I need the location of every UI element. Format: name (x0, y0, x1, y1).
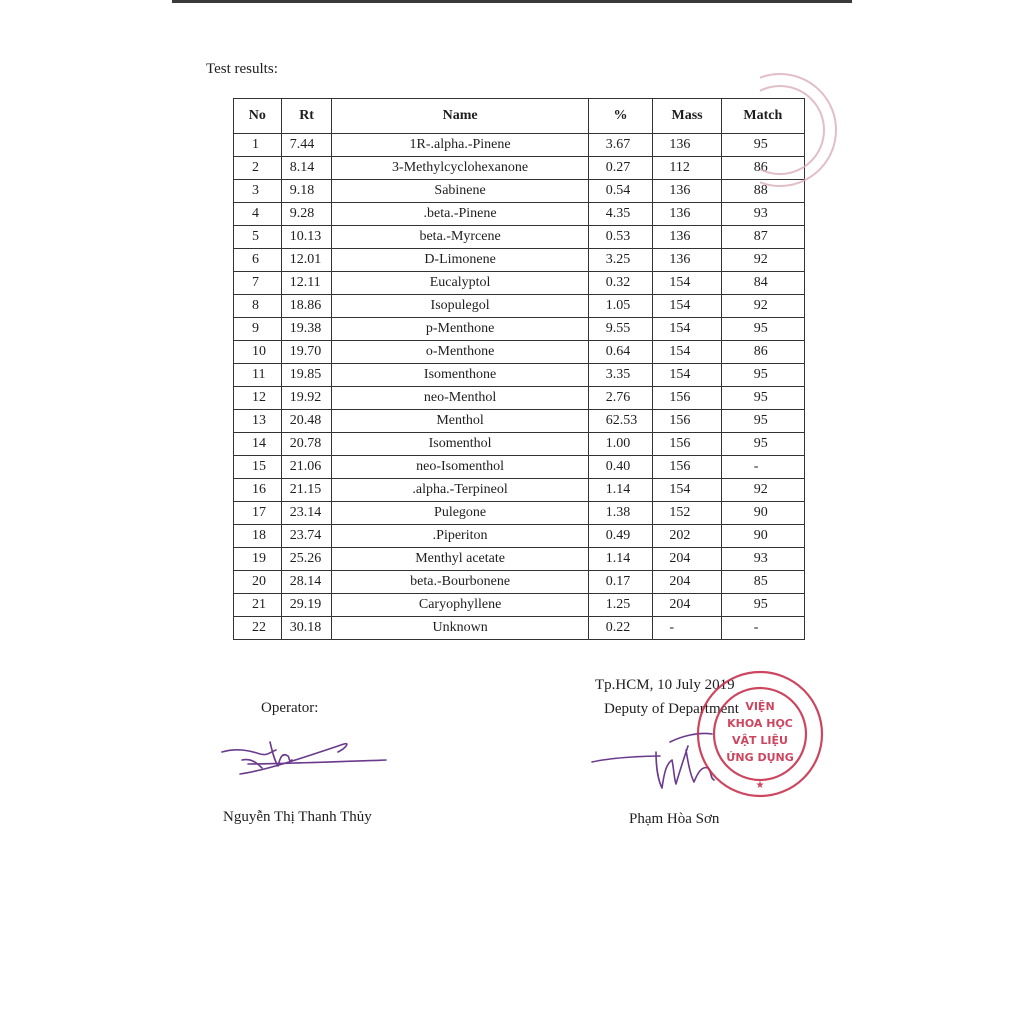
cell-match: 85 (721, 571, 804, 594)
table-row (234, 318, 805, 341)
table-row (234, 617, 805, 640)
table-row (234, 433, 805, 456)
cell-no: 8 (234, 295, 282, 318)
cell-mass: 152 (653, 502, 721, 525)
deputy-name: Phạm Hòa Sơn (629, 811, 720, 827)
cell-match: 95 (721, 410, 804, 433)
cell-no: 3 (234, 180, 282, 203)
cell-match: 95 (721, 364, 804, 387)
cell-percent: 3.35 (588, 364, 653, 387)
cell-match: 90 (721, 525, 804, 548)
cell-name: Menthol (332, 410, 588, 433)
table-row (234, 364, 805, 387)
cell-name: Menthyl acetate (332, 548, 588, 571)
cell-match: 95 (721, 318, 804, 341)
cell-no: 17 (234, 502, 282, 525)
cell-match: 92 (721, 295, 804, 318)
stamp-line-3: VẬT LIỆU (732, 734, 788, 747)
cell-name: Pulegone (332, 502, 588, 525)
cell-name: .beta.-Pinene (332, 203, 588, 226)
stamp-star: ★ (755, 780, 765, 791)
cell-percent: 3.67 (588, 134, 653, 157)
cell-percent: 0.64 (588, 341, 653, 364)
cell-match: 84 (721, 272, 804, 295)
table-row (234, 502, 805, 525)
cell-no: 1 (234, 134, 282, 157)
cell-percent: 1.38 (588, 502, 653, 525)
cell-rt: 8.14 (281, 157, 332, 180)
cell-rt: 7.44 (281, 134, 332, 157)
cell-no: 15 (234, 456, 282, 479)
cell-match: 92 (721, 249, 804, 272)
cell-no: 11 (234, 364, 282, 387)
cell-mass: 136 (653, 226, 721, 249)
cell-no: 19 (234, 548, 282, 571)
cell-name: D-Limonene (332, 249, 588, 272)
cell-mass: 156 (653, 456, 721, 479)
cell-percent: 62.53 (588, 410, 653, 433)
stamp-line-2: KHOA HỌC (727, 717, 793, 730)
table-row (234, 571, 805, 594)
cell-mass: 156 (653, 433, 721, 456)
cell-match: 93 (721, 203, 804, 226)
stamp-line-4: ỨNG DỤNG (726, 751, 794, 764)
cell-rt: 29.19 (281, 594, 332, 617)
cell-percent: 0.49 (588, 525, 653, 548)
operator-label: Operator: (261, 700, 319, 716)
table-header-row (234, 99, 805, 134)
cell-percent: 1.00 (588, 433, 653, 456)
cell-percent: 1.05 (588, 295, 653, 318)
cell-name: beta.-Myrcene (332, 226, 588, 249)
cell-mass: 136 (653, 134, 721, 157)
cell-match: 88 (721, 180, 804, 203)
cell-rt: 9.18 (281, 180, 332, 203)
results-table (233, 98, 805, 640)
cell-no: 22 (234, 617, 282, 640)
cell-mass: 136 (653, 203, 721, 226)
cell-percent: 0.40 (588, 456, 653, 479)
cell-rt: 20.78 (281, 433, 332, 456)
cell-no: 13 (234, 410, 282, 433)
cell-match: 95 (721, 594, 804, 617)
table-row (234, 272, 805, 295)
cell-rt: 19.70 (281, 341, 332, 364)
cell-rt: 23.74 (281, 525, 332, 548)
cell-match: - (721, 617, 804, 640)
cell-no: 7 (234, 272, 282, 295)
cell-name: neo-Isomenthol (332, 456, 588, 479)
cell-mass: 154 (653, 295, 721, 318)
col-header-mass: Mass (653, 99, 721, 134)
top-stamp-partial (760, 70, 840, 200)
cell-mass: 204 (653, 594, 721, 617)
cell-match: 90 (721, 502, 804, 525)
cell-name: neo-Menthol (332, 387, 588, 410)
cell-mass: - (653, 617, 721, 640)
cell-name: Caryophyllene (332, 594, 588, 617)
cell-mass: 136 (653, 249, 721, 272)
cell-match: 86 (721, 341, 804, 364)
cell-rt: 23.14 (281, 502, 332, 525)
col-header-no: No (234, 99, 282, 134)
table-row (234, 479, 805, 502)
table-row (234, 157, 805, 180)
cell-percent: 4.35 (588, 203, 653, 226)
cell-match: 95 (721, 387, 804, 410)
operator-name: Nguyễn Thị Thanh Thủy (223, 809, 372, 825)
place-date: Tp.HCM, 10 July 2019 (595, 677, 735, 693)
cell-match: 93 (721, 548, 804, 571)
cell-mass: 136 (653, 180, 721, 203)
cell-name: Sabinene (332, 180, 588, 203)
cell-mass: 156 (653, 387, 721, 410)
table-row (234, 548, 805, 571)
cell-no: 12 (234, 387, 282, 410)
cell-name: o-Menthone (332, 341, 588, 364)
cell-mass: 112 (653, 157, 721, 180)
cell-percent: 0.27 (588, 157, 653, 180)
cell-name: Isomenthol (332, 433, 588, 456)
cell-mass: 154 (653, 272, 721, 295)
table-row (234, 456, 805, 479)
cell-percent: 9.55 (588, 318, 653, 341)
cell-no: 14 (234, 433, 282, 456)
cell-percent: 2.76 (588, 387, 653, 410)
cell-percent: 0.17 (588, 571, 653, 594)
table-row (234, 203, 805, 226)
cell-mass: 154 (653, 479, 721, 502)
cell-rt: 25.26 (281, 548, 332, 571)
cell-percent: 1.14 (588, 548, 653, 571)
cell-no: 18 (234, 525, 282, 548)
col-header-percent: % (588, 99, 653, 134)
deputy-title: Deputy of Department (604, 701, 739, 717)
cell-percent: 3.25 (588, 249, 653, 272)
stamp-line-1: VIỆN (745, 700, 775, 713)
cell-name: p-Menthone (332, 318, 588, 341)
cell-no: 2 (234, 157, 282, 180)
cell-no: 6 (234, 249, 282, 272)
cell-no: 9 (234, 318, 282, 341)
table-header (234, 99, 805, 134)
cell-rt: 10.13 (281, 226, 332, 249)
cell-mass: 154 (653, 318, 721, 341)
cell-name: beta.-Bourbonene (332, 571, 588, 594)
cell-percent: 0.22 (588, 617, 653, 640)
table-row (234, 295, 805, 318)
cell-rt: 19.38 (281, 318, 332, 341)
cell-rt: 19.92 (281, 387, 332, 410)
cell-name: Isomenthone (332, 364, 588, 387)
table-row (234, 387, 805, 410)
cell-no: 5 (234, 226, 282, 249)
cell-rt: 12.11 (281, 272, 332, 295)
cell-percent: 0.53 (588, 226, 653, 249)
table-row (234, 594, 805, 617)
table-row (234, 525, 805, 548)
col-header-match: Match (721, 99, 804, 134)
cell-percent: 0.32 (588, 272, 653, 295)
table-row (234, 249, 805, 272)
cell-name: 1R-.alpha.-Pinene (332, 134, 588, 157)
operator-signature (218, 734, 393, 784)
cell-percent: 1.14 (588, 479, 653, 502)
cell-name: Isopulegol (332, 295, 588, 318)
cell-match: - (721, 456, 804, 479)
cell-percent: 0.54 (588, 180, 653, 203)
cell-no: 16 (234, 479, 282, 502)
table-row (234, 134, 805, 157)
cell-mass: 204 (653, 548, 721, 571)
cell-mass: 154 (653, 364, 721, 387)
cell-no: 20 (234, 571, 282, 594)
cell-match: 87 (721, 226, 804, 249)
cell-mass: 204 (653, 571, 721, 594)
col-header-name: Name (332, 99, 588, 134)
cell-rt: 28.14 (281, 571, 332, 594)
cell-no: 10 (234, 341, 282, 364)
cell-mass: 154 (653, 341, 721, 364)
cell-percent: 1.25 (588, 594, 653, 617)
cell-match: 95 (721, 433, 804, 456)
section-title: Test results: (206, 61, 278, 77)
cell-no: 4 (234, 203, 282, 226)
cell-name: .Piperiton (332, 525, 588, 548)
cell-rt: 9.28 (281, 203, 332, 226)
cell-name: 3-Methylcyclohexanone (332, 157, 588, 180)
table-row (234, 226, 805, 249)
cell-rt: 20.48 (281, 410, 332, 433)
cell-rt: 18.86 (281, 295, 332, 318)
cell-rt: 12.01 (281, 249, 332, 272)
cell-rt: 19.85 (281, 364, 332, 387)
cell-name: Eucalyptol (332, 272, 588, 295)
cell-match: 95 (721, 134, 804, 157)
cell-mass: 156 (653, 410, 721, 433)
cell-no: 21 (234, 594, 282, 617)
cell-mass: 202 (653, 525, 721, 548)
table-row (234, 180, 805, 203)
top-rule (172, 0, 852, 3)
cell-match: 92 (721, 479, 804, 502)
col-header-rt: Rt (281, 99, 332, 134)
table-body (234, 134, 805, 640)
cell-name: .alpha.-Terpineol (332, 479, 588, 502)
cell-rt: 30.18 (281, 617, 332, 640)
cell-name: Unknown (332, 617, 588, 640)
table-row (234, 410, 805, 433)
cell-match: 86 (721, 157, 804, 180)
institute-stamp (690, 664, 830, 804)
cell-rt: 21.15 (281, 479, 332, 502)
table-row (234, 341, 805, 364)
cell-rt: 21.06 (281, 456, 332, 479)
